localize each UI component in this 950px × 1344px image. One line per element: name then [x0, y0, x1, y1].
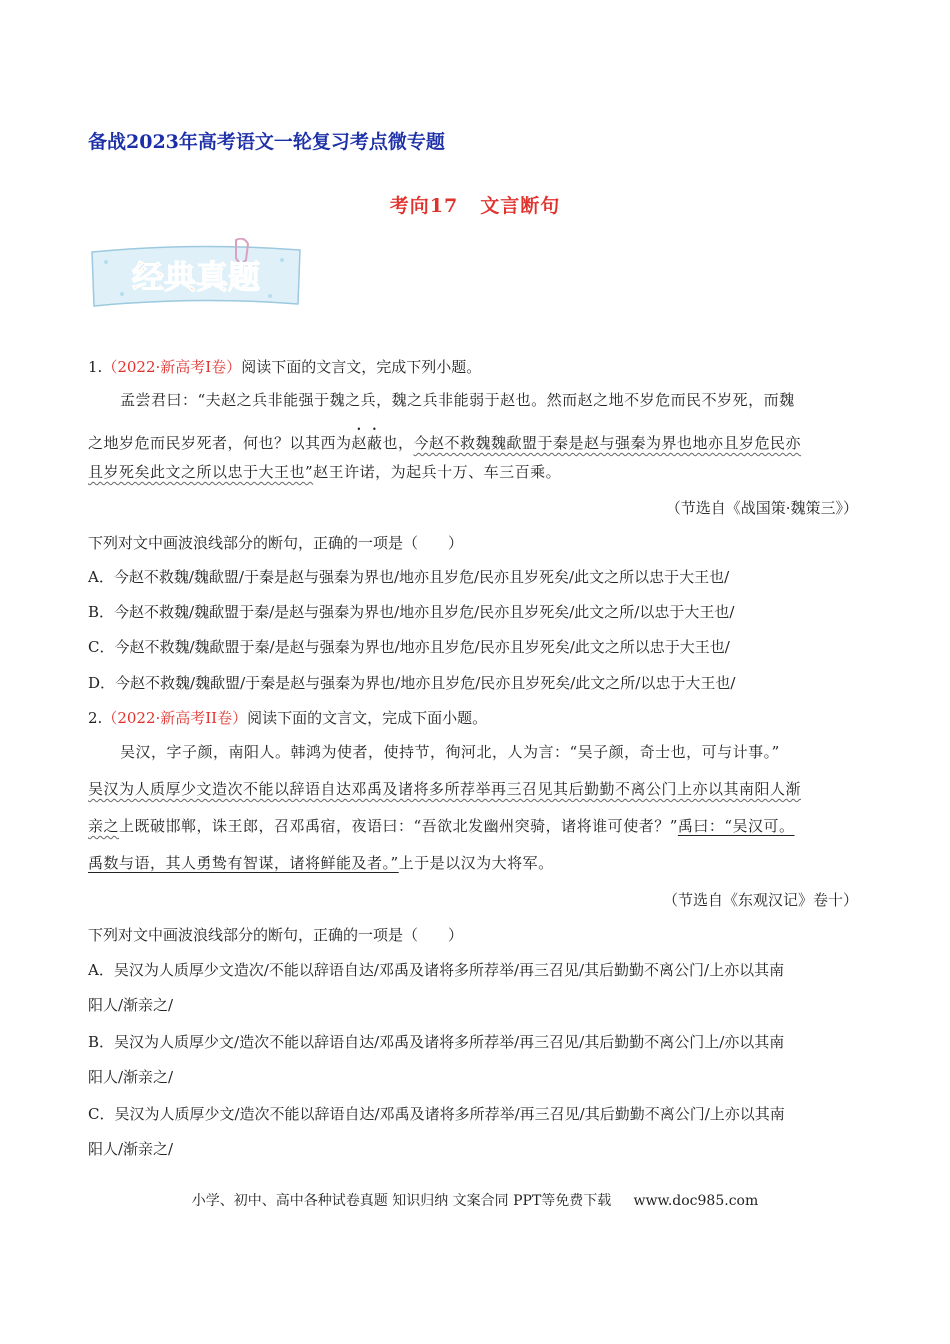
q2-passage-text: 上于是以汉为大将军。 — [398, 854, 554, 872]
q2-wavy-segment: 吴汉为人质厚少文造次不能以辞语自达邓禹及诸将多所荐举再三召见其后勤勤不离公门上亦以其南阳人渐 — [88, 780, 802, 798]
q1-question: 下列对文中画波浪线部分的断句，正确的一项是（ ） — [88, 534, 464, 552]
q1-prompt: 阅读下面的文言文，完成下列小题。 — [241, 358, 482, 376]
q1-passage-text: 之地岁危而民岁死者，何也？以其西为 — [88, 434, 352, 452]
topic-heading — [0, 191, 950, 218]
q1-dotted-term: 赵蔽 — [351, 434, 383, 452]
footer-link[interactable]: www.doc985.com — [633, 1193, 759, 1209]
q2-option-c: C．吴汉为人质厚少文/造次不能以辞语自达/邓禹及诸将多所荐举/再三召见/其后勤勤不离公门/上亦以其南 — [88, 1105, 785, 1123]
q1-option-c: C．今赵不救魏/魏歃盟于秦/是赵与强秦为界也/地亦且岁危/民亦且岁死矣/此文之所以忠于大王也/ — [88, 638, 730, 656]
q1-header — [88, 356, 481, 378]
q1-passage-line — [88, 461, 561, 483]
q1-passage-text: 也， — [382, 434, 414, 452]
q2-source: （2022·新高考II卷） — [102, 709, 248, 727]
q1-wavy-segment: 今赵不救魏魏歃盟于秦是赵与强秦为界也地亦且岁危民亦 — [413, 434, 802, 452]
q1-option-a: A．今赵不救魏/魏歃盟/于秦是赵与强秦为界也/地亦且岁危/民亦且岁死矣/此文之所以忠于大王也/ — [88, 568, 730, 586]
q1-option-d: D．今赵不救魏/魏歃盟/于秦是赵与强秦为界也/地亦且岁危/民亦且岁死矣/此文之所/以忠于大王也/ — [88, 674, 736, 692]
q2-option-a-cont: 阳人/渐亲之/ — [88, 996, 174, 1014]
q1-passage-text: 赵王许诺，为起兵十万、车三百乘。 — [313, 463, 562, 481]
q1-wavy-segment: 且岁死矣此文之所以忠于大王也” — [88, 463, 314, 481]
q1-passage-line — [88, 425, 801, 454]
q2-question: 下列对文中画波浪线部分的断句，正确的一项是（ ） — [88, 926, 464, 944]
q2-header — [88, 707, 487, 729]
q2-passage-line — [88, 815, 795, 837]
q1-number: 1. — [88, 358, 103, 376]
footer — [0, 1190, 950, 1210]
q2-option-b-cont: 阳人/渐亲之/ — [88, 1068, 174, 1086]
topic-label: 考向17 — [389, 195, 459, 217]
footer-text: 小学、初中、高中各种试卷真题 知识归纳 文案合同 PPT等免费下载 — [191, 1193, 612, 1209]
section-badge — [86, 238, 306, 310]
q2-passage-text: 上既破邯郸，诛王郎，召邓禹宿，夜语曰：“吾欲北发幽州突骑，诸将谁可使者？” — [119, 817, 678, 835]
q1-source: （2022·新高考I卷） — [102, 358, 242, 376]
q1-passage-line: 孟尝君曰：“夫赵之兵非能强于魏之兵，魏之兵非能弱于赵也。然而赵之地不岁危而民不岁死，而魏 — [120, 391, 795, 409]
q2-wavy-segment: 亲之 — [88, 817, 120, 835]
series-title: 备战2023年高考语文一轮复习考点微专题 — [88, 131, 445, 153]
q2-option-c-cont: 阳人/渐亲之/ — [88, 1140, 174, 1158]
q2-citation: （节选自《东观汉记》卷十） — [662, 891, 858, 909]
q2-passage-line: 吴汉，字子颜，南阳人。韩鸿为使者，使持节，徇河北，人为言：“吴子颜，奇士也，可与计事。” — [120, 743, 780, 761]
q2-number: 2. — [88, 709, 103, 727]
q2-underlined-segment: 禹数与语，其人勇鸷有智谋，诸将鲜能及者。” — [88, 854, 399, 872]
q1-citation: （节选自《战国策·魏策三》） — [665, 499, 858, 517]
q1-option-b: B．今赵不救魏/魏歃盟于秦/是赵与强秦为界也/地亦且岁危/民亦且岁死矣/此文之所/以忠于大王也/ — [88, 603, 735, 621]
badge-graphic — [86, 238, 306, 310]
q2-option-a: A．吴汉为人质厚少文造次/不能以辞语自达/邓禹及诸将多所荐举/再三召见/其后勤勤不离公门/上亦以其南 — [88, 961, 785, 979]
badge-text: 经典真题 — [131, 258, 261, 296]
q2-option-b: B．吴汉为人质厚少文/造次不能以辞语自达/邓禹及诸将多所荐举/再三召见/其后勤勤不离公门上/亦以其南 — [88, 1033, 785, 1051]
q2-passage-line — [88, 852, 554, 874]
q2-underlined-segment: 禹曰：“吴汉可。 — [677, 817, 795, 835]
q2-passage-line — [88, 778, 801, 800]
topic-name: 文言断句 — [480, 195, 561, 217]
q2-prompt: 阅读下面的文言文，完成下面小题。 — [247, 709, 488, 727]
